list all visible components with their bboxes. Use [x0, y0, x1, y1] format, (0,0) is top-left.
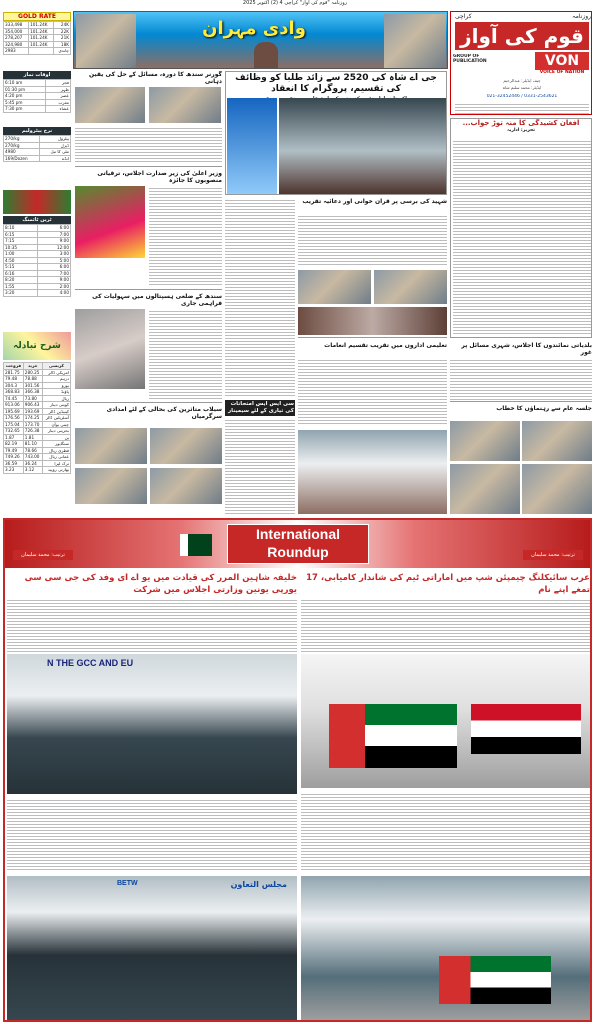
story-6-photo [298, 430, 447, 514]
editor-line-2: ایڈیٹر: محمد سلیم شاہ [502, 85, 542, 90]
prayer-times-box [3, 71, 71, 123]
train-timing-box [3, 216, 71, 328]
currency-cell: درہم [42, 376, 70, 383]
story-4-photo-2 [150, 428, 222, 464]
story-9-photo-1 [450, 421, 520, 461]
currency-cell: سنگاپور [42, 441, 70, 448]
intl-right-headline: عرب سائیکلنگ چیمپئن شپ میں اماراتی ٹیم کی شاندار کامیابی، 17 تمغے اپنے نام [306, 573, 590, 595]
currency-cell: 79.49 [4, 447, 24, 454]
paper-label: روزنامہ [572, 13, 591, 20]
currency-title: شرح تبادلہ [13, 341, 61, 351]
banner-title: وادی مہران [202, 18, 306, 39]
currency-cell: ریال [42, 395, 70, 402]
currency-cell: 193.69 [23, 408, 42, 415]
gold-rate-cell: 2983 [4, 48, 29, 55]
gold-rate-cell: 101.24K [29, 28, 54, 35]
lead-photo-2 [279, 98, 446, 194]
currency-cell: 173.70 [23, 421, 42, 428]
prayer-time-cell: ظہر [46, 86, 71, 93]
story-9-photo-2 [522, 421, 592, 461]
intl-left-headline: خلیفہ شاہین المرر کی قیادت میں یو اے ای وفد کی جی سی سی یورپی یونین وزارتی اجلاس میں شرکت [24, 573, 297, 595]
story-5 [298, 198, 447, 338]
currency-cell: 36.24 [23, 460, 42, 467]
prayer-time-row [4, 106, 71, 113]
intl-left-photo-1 [7, 654, 297, 794]
gold-rate-row [4, 35, 71, 42]
train-time-cell: 7:00 [37, 231, 71, 238]
train-image [3, 190, 71, 214]
gold-rate-row [4, 28, 71, 35]
currency-row [4, 389, 71, 396]
intl-right-body [301, 792, 590, 872]
lead-headline: جی اے شاہ کی 2520 سے زائد طلبا کو وظائف کی تقسیم، پروگرام کا انعقاد [235, 73, 437, 94]
prayer-time-cell: مغرب [46, 99, 71, 106]
story-5-body [298, 214, 447, 266]
international-title-box [227, 524, 369, 564]
editorial [450, 118, 592, 338]
currency-cell: آسٹریلین ڈالر [42, 415, 70, 422]
train-time-cell: 6:00 [37, 225, 71, 232]
gold-rate-cell: 324,980 [4, 41, 29, 48]
story-1-photo-1 [75, 87, 145, 123]
story-4-headline: سیلاب متاثرین کی بحالی کے لئے امدادی سرگرمیاں [106, 406, 222, 420]
prayer-times-title: اوقات نماز [3, 71, 71, 79]
train-time-cell: 3:00 [37, 251, 71, 258]
international-header [5, 520, 590, 568]
international-title-2: Roundup [267, 544, 329, 560]
currency-cell: 174.25 [23, 415, 42, 422]
currency-cell: 906.43 [23, 402, 42, 409]
group-label: GROUP OF PUBLICATION [453, 54, 487, 64]
currency-cell: 3.12 [23, 467, 42, 474]
train-time-cell: 4:50 [4, 257, 38, 264]
train-time-row [4, 290, 71, 297]
masthead-info-lines [455, 102, 589, 114]
currency-cell: 36.59 [4, 460, 24, 467]
currency-row [4, 467, 71, 474]
currency-header-2: کرنسی [42, 363, 70, 370]
editor-line-1: چیف ایڈیٹر: عبدالرحیم [503, 78, 541, 83]
currency-cell: 281.75 [4, 369, 24, 376]
currency-cell: 175.04 [4, 421, 24, 428]
flag-uae [329, 704, 457, 768]
currency-cell: 78.66 [23, 447, 42, 454]
train-time-cell: 7:15 [4, 238, 38, 245]
prayer-time-cell: عصر [46, 93, 71, 100]
editorial-author: تحریر: اداریہ [507, 128, 535, 133]
currency-box [3, 362, 71, 516]
intl-left-body [7, 798, 297, 872]
gold-rate-title: GOLD RATE [3, 12, 71, 21]
story-9-headline: جلسہ عام سے رہنماؤں کا خطاب [496, 405, 592, 412]
story-9-photo-4 [522, 464, 592, 514]
fuel-price-cell: ڈیزل [40, 142, 71, 149]
banner-photo-right [384, 14, 446, 68]
currency-header-1: خرید [23, 363, 42, 370]
gold-rate-row [4, 22, 71, 29]
train-time-cell: 5:00 [37, 257, 71, 264]
story-5-headline: شہید کی برسی پر قرآن خوانی اور دعائیہ تقریب [302, 198, 447, 205]
story-1-photo-2 [149, 87, 221, 123]
currency-cell: کویتی دینار [42, 402, 70, 409]
currency-cell: 366.38 [23, 389, 42, 396]
train-time-cell: 1:55 [4, 283, 38, 290]
story-2-photo [75, 186, 145, 258]
story-6 [298, 342, 447, 516]
currency-cell: قطری ریال [42, 447, 70, 454]
train-timing-table [3, 224, 71, 297]
prayer-time-cell: 4:20 pm [4, 93, 46, 100]
von-logo: VON [535, 52, 589, 70]
currency-cell: یورو [42, 382, 70, 389]
currency-cell: 301.56 [23, 382, 42, 389]
intl-banner-sub: BETW [117, 880, 138, 887]
train-time-cell: 9:00 [37, 277, 71, 284]
story-4-photo-1 [75, 428, 147, 464]
banner-monument [254, 42, 278, 68]
prayer-time-cell: فجر [46, 80, 71, 87]
story-1-headline: گورنر سندھ کا دورہ، مسائل کے حل کی یقین دہانی [89, 71, 222, 85]
currency-cell: 176.56 [4, 415, 24, 422]
currency-cell: بحرینی دینار [42, 428, 70, 435]
editorial-headline: افغان کشیدگی کا منہ توڑ جواب... [462, 119, 580, 127]
fuel-price-cell: پیٹرول [40, 136, 71, 143]
story-4-photo-4 [150, 468, 222, 504]
currency-cell: چینی یوآن [42, 421, 70, 428]
currency-row [4, 402, 71, 409]
currency-row [4, 369, 71, 376]
story-8-headline: بلدیاتی نمائندوں کا اجلاس، شہری مسائل پر غور [461, 342, 592, 356]
currency-image [3, 332, 71, 360]
currency-cell: عمانی ریال [42, 454, 70, 461]
currency-cell: 74.45 [4, 395, 24, 402]
fuel-price-cell: 4980 [4, 149, 40, 156]
currency-cell: 82.19 [4, 441, 24, 448]
currency-cell: 1.81 [23, 434, 42, 441]
gold-rate-cell [29, 48, 54, 55]
intl-banner-arabic: مجلس التعاون [230, 880, 287, 889]
story-3-headline: سندھ کے ضلعی ہسپتالوں میں سہولیات کی فراہمی جاری [92, 293, 222, 307]
flag-iraq [471, 704, 581, 754]
currency-cell: 304.3 [4, 382, 24, 389]
gold-rate-cell: 101.24K [29, 35, 54, 42]
fuel-price-cell: انڈے [40, 155, 71, 162]
story-2-headline: وزیر اعلیٰ کی زیر صدارت اجلاس، ترقیاتی منصوبوں کا جائزہ [97, 170, 222, 184]
story-9 [450, 405, 592, 516]
currency-cell: 3.23 [4, 467, 24, 474]
gold-rate-cell: 21K [54, 35, 71, 42]
train-time-cell: 3:20 [4, 290, 38, 297]
story-8-body [450, 358, 592, 400]
fuel-prices-box [3, 127, 71, 187]
intl-right-photo-2 [301, 876, 590, 1020]
international-tag-left: ترتیب: محمد سلیمان [13, 550, 73, 560]
currency-cell: 195.69 [4, 408, 24, 415]
story-6-body [298, 358, 447, 426]
train-time-cell: 6:00 [37, 264, 71, 271]
currency-cell: 726.38 [23, 428, 42, 435]
gold-rate-cell: 333,498 [4, 22, 29, 29]
currency-cell: ترک لیرا [42, 460, 70, 467]
currency-header-0: فروخت [4, 363, 24, 370]
international-section [3, 518, 592, 1022]
currency-cell: 73.80 [23, 395, 42, 402]
currency-cell: 749.26 [4, 454, 24, 461]
banner-photo-left [76, 14, 136, 68]
gold-rate-row [4, 41, 71, 48]
gold-rate-cell: 354,000 [4, 28, 29, 35]
story-7-body [225, 418, 295, 514]
prayer-time-cell: 7:30 pm [4, 106, 46, 113]
train-time-cell: 6:16 [4, 270, 38, 277]
story-3-photo [75, 309, 145, 389]
story-2-body [149, 186, 222, 286]
story-3-body [149, 309, 222, 399]
story-1-body [75, 126, 222, 164]
international-title-1: International [255, 526, 340, 542]
train-time-cell: 7:00 [37, 270, 71, 277]
city-label: کراچی [455, 13, 472, 20]
story-8 [450, 342, 592, 402]
banner-image [73, 11, 448, 69]
fuel-price-cell: 169/Dozen [4, 155, 40, 162]
fuel-price-row [4, 155, 71, 162]
currency-cell: 743.00 [23, 454, 42, 461]
intl-left-intro [7, 598, 297, 652]
currency-cell: 78.88 [23, 376, 42, 383]
flag-pakistan [180, 534, 212, 556]
von-subtitle: VOICE OF NATION [539, 70, 585, 75]
gold-rate-cell: 101.24K [29, 41, 54, 48]
fuel-price-cell: 270/kg [4, 136, 40, 143]
currency-cell: 280.25 [23, 369, 42, 376]
train-time-cell: 4:00 [37, 290, 71, 297]
editorial-body [453, 139, 591, 335]
fuel-price-cell: 270/kg [4, 142, 40, 149]
currency-row [4, 415, 71, 422]
gold-rate-cell: چاندی [54, 48, 71, 55]
currency-cell: کینیڈین ڈالر [42, 408, 70, 415]
gold-rate-cell: 24K [54, 22, 71, 29]
story-3 [75, 293, 222, 403]
gold-rate-cell: 101.24K [29, 22, 54, 29]
train-time-cell: 8:10 [4, 225, 38, 232]
lead-photo-1 [227, 98, 277, 194]
flag-uae-2 [439, 956, 551, 1004]
gold-rate-cell: 18K [54, 41, 71, 48]
fuel-prices-table [3, 135, 71, 162]
train-time-cell: 10:35 [4, 244, 38, 251]
lead-body-col-1 [225, 198, 295, 398]
currency-cell: پاؤنڈ [42, 389, 70, 396]
masthead-logo-box [450, 11, 592, 115]
gold-rate-cell: 22K [54, 28, 71, 35]
story-1 [75, 71, 222, 167]
train-timing-title: ٹرین ٹائمنگ [3, 216, 71, 224]
currency-row [4, 421, 71, 428]
train-time-cell: 5:15 [4, 264, 38, 271]
gold-rate-box [3, 12, 71, 68]
currency-cell: 79.48 [4, 376, 24, 383]
lead-story [225, 71, 447, 195]
prayer-times-table [3, 79, 71, 113]
story-4-photo-3 [75, 468, 147, 504]
intl-left-photo-2 [7, 876, 297, 1020]
fuel-price-cell: مٹی کا تیل [40, 149, 71, 156]
train-time-cell: 8:20 [4, 277, 38, 284]
story-4 [75, 406, 222, 516]
fuel-prices-title: نرخ پیٹرولیم [3, 127, 71, 135]
currency-cell: 81.10 [23, 441, 42, 448]
gold-rate-table [3, 21, 71, 55]
train-time-cell: 2:00 [37, 283, 71, 290]
story-9-photo-3 [450, 464, 520, 514]
story-5-photo-3 [298, 307, 447, 335]
train-time-cell: 9:00 [37, 238, 71, 245]
train-time-cell: 6:15 [4, 231, 38, 238]
intl-banner-text: N THE GCC AND EU [47, 658, 134, 668]
prayer-time-cell: 6:10 am [4, 80, 46, 87]
story-5-photo-2 [374, 270, 447, 304]
story-7 [225, 400, 295, 516]
logo-text: قوم کی آواز [455, 22, 589, 50]
international-tag-right: ترتیب: محمد سلیمان [523, 550, 583, 560]
top-date-line: روزنامہ "قوم کی آواز" کراچی 4 (2) اکتوبر 2025 [242, 0, 348, 6]
prayer-time-cell: 01:30 pm [4, 86, 46, 93]
currency-cell: 732.65 [4, 428, 24, 435]
story-2 [75, 170, 222, 290]
story-7-headline: سی ایس ایس امتحانات کی تیاری کے لئے سیمینار [225, 400, 295, 416]
story-6-headline: تعلیمی اداروں میں تقریب تقسیم انعامات [324, 342, 447, 349]
prayer-time-cell: عشاء [46, 106, 71, 113]
currency-cell: 1.87 [4, 434, 24, 441]
prayer-time-cell: 5:45 pm [4, 99, 46, 106]
contact-line: 021-32452446 / 0331-2543621 [486, 94, 558, 99]
currency-cell: بھارتی روپیہ [42, 467, 70, 474]
currency-cell: امریکی ڈالر [42, 369, 70, 376]
currency-cell: 913.06 [4, 402, 24, 409]
intl-right-photo-1 [301, 654, 590, 788]
intl-right-intro [301, 598, 590, 652]
story-5-photo-1 [298, 270, 371, 304]
gold-rate-cell: 278,207 [4, 35, 29, 42]
currency-cell: ین [42, 434, 70, 441]
currency-row [4, 408, 71, 415]
currency-row [4, 428, 71, 435]
train-time-cell: 1:00 [4, 251, 38, 258]
gold-rate-row [4, 48, 71, 55]
currency-table [3, 362, 71, 474]
currency-row [4, 454, 71, 461]
currency-cell: 368.83 [4, 389, 24, 396]
train-time-cell: 12:00 [37, 244, 71, 251]
